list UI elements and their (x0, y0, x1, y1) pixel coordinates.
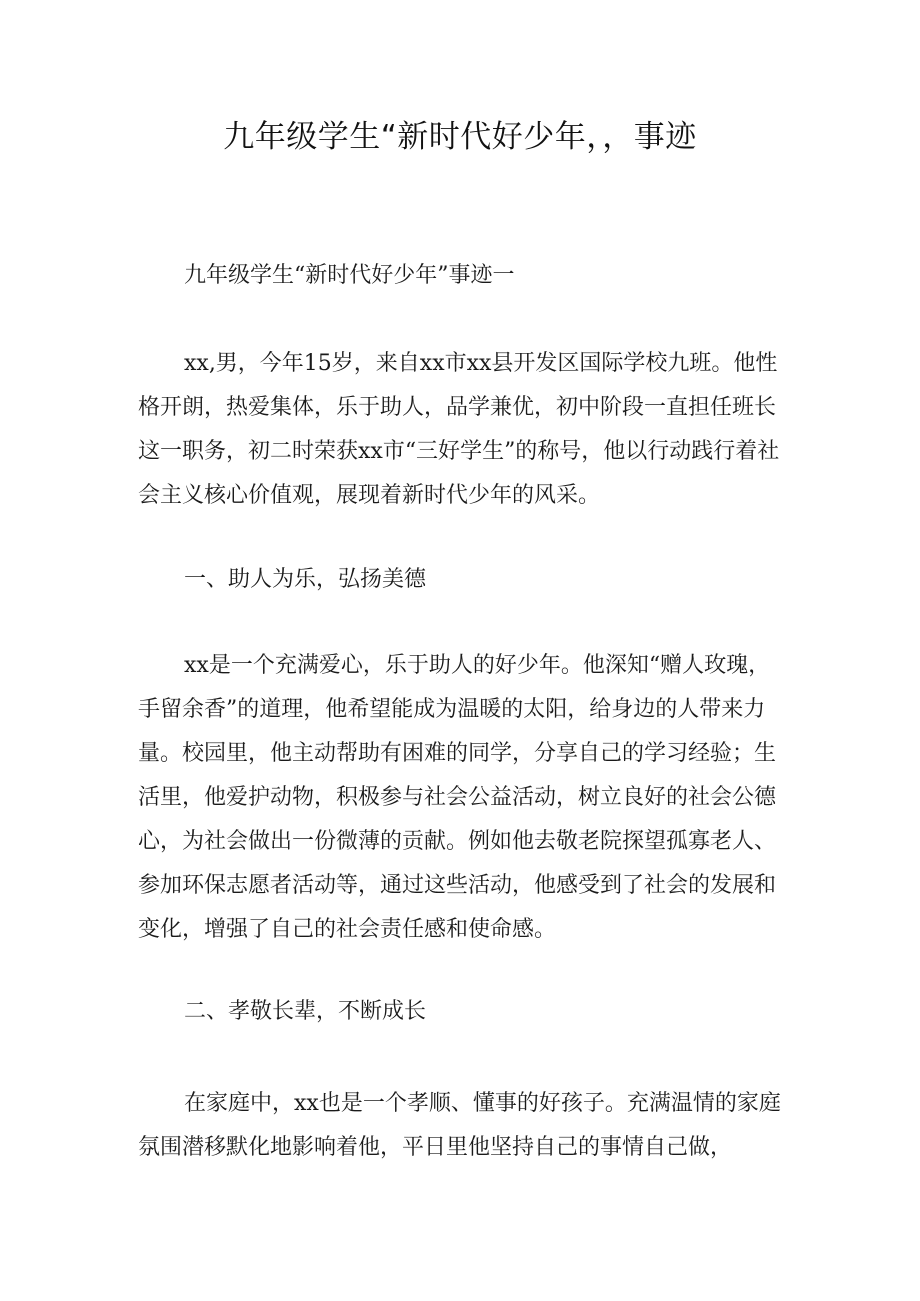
section-1-paragraph: xx是一个充满爱心，乐于助人的好少年。他深知“赠人玫瑰，手留余香”的道理，他希望能成为温暖的太阳，给身边的人带来力量。校园里，他主动帮助有困难的同学，分享自己的学习经验；生活里，他爱护动物，积极参与社会公益活动，树立良好的社会公德心，为社会做出一份微薄的贡献。例如他去敬老院探望孤寡老人、参加环保志愿者活动等，通过这些活动，他感受到了社会的发展和变化，增强了自己的社会责任感和使命感。 (138, 653, 777, 942)
document-title: 九年级学生“新时代好少年，，事迹 (223, 119, 697, 155)
section-2-paragraph: 在家庭中，xx也是一个孝顺、懂事的好孩子。充满温情的家庭氛围潜移默化地影响着他，平日里他坚持自己的事情自己做， (138, 1091, 781, 1160)
section-heading-1: 一、助人为乐，弘扬美德 (184, 567, 427, 592)
document-subtitle: 九年级学生“新时代好少年”事迹一 (184, 263, 515, 288)
section-heading-2: 二、孝敬长辈，不断成长 (184, 999, 427, 1024)
intro-paragraph: xx,男，今年15岁，来自xx市xx县开发区国际学校九班。他性格开朗，热爱集体，乐于助人，品学兼优，初中阶段一直担任班长这一职务，初二时荣获xx市“三好学生”的称号，他以行动践行着社会主义核心价值观，展现着新时代少年的风采。 (138, 351, 780, 508)
